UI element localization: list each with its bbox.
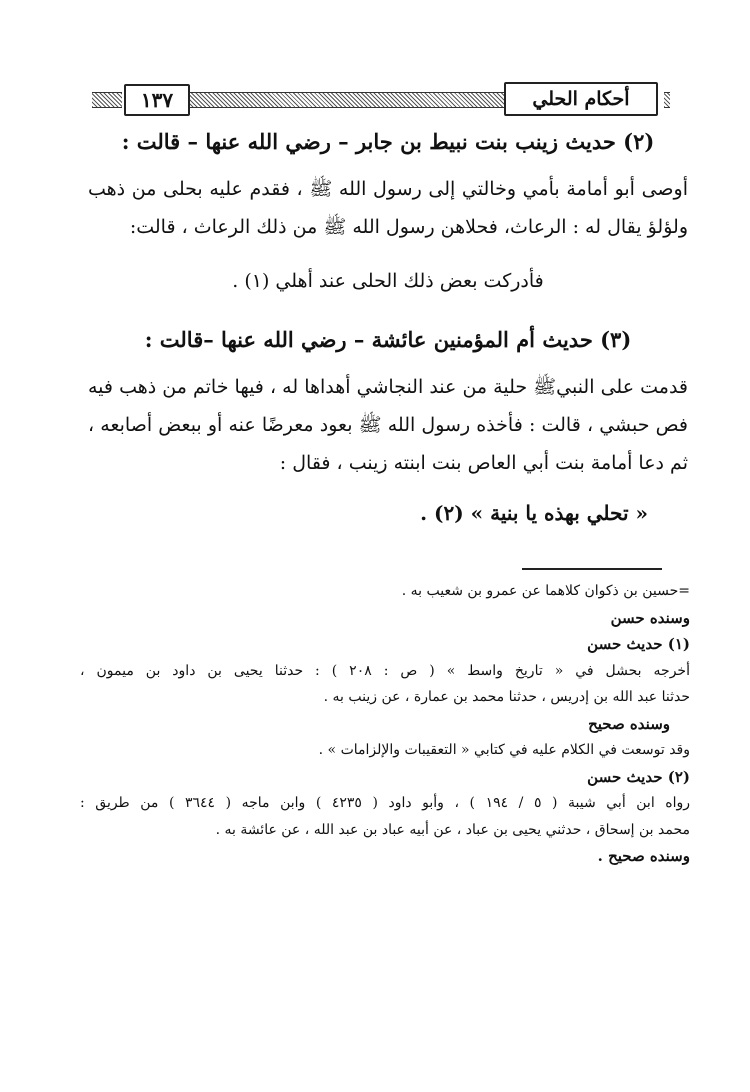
footnote-grade: وسنده حسن: [610, 608, 690, 627]
footnote-heading-1: (١) حديث حسن: [587, 635, 690, 653]
main-text: [88, 122, 688, 545]
section-heading-2: (٢) حديث زينب بنت نبيط بن جابر – رضي الله عنها – قالت :: [121, 129, 655, 154]
footnote-line: =حسين بن ذكوان كلاهما عن عمرو بن شعيب به .: [401, 583, 690, 599]
running-title: أحكام الحلي: [504, 82, 658, 116]
footnote-heading-2: (٢) حديث حسن: [587, 767, 690, 786]
footnote-grade: وسنده صحيح .: [597, 847, 690, 865]
page-number: ١٣٧: [124, 84, 190, 116]
header-ornament-middle: [188, 92, 550, 108]
header-ornament-right: [664, 92, 670, 108]
section-heading-3: (٣) حديث أم المؤمنين عائشة – رضي الله عنها –قالت :: [144, 327, 632, 352]
header-ornament-left: [92, 92, 122, 108]
footnote-divider: [522, 568, 662, 570]
footnote-line: حدثنا عبد الله بن إدريس ، حدثنا محمد بن عمارة ، عن زينب به .: [323, 689, 690, 705]
footnote-line: وقد توسعت في الكلام عليه في كتابي « التعقيبات والإلزامات » .: [318, 742, 690, 758]
footnote-line: أخرجه بحشل في « تاريخ واسط » ( ص : ٢٠٨ ) : حدثنا يحيى بن داود بن ميمون ،: [80, 662, 690, 679]
hadith-2-text: أوصى أبو أمامة بأمي وخالتي إلى رسول الله ﷺ ، فقدم عليه بحلى من ذهب ولؤلؤ يقال له : الرعاث، فحلاهن رسول الله ﷺ من ذلك الرعاث ، قالت:: [88, 178, 688, 238]
hadith-3-text: قدمت على النبيﷺ حلية من عند النجاشي أهداها له ، فيها خاتم من ذهب فيه فص حبشي ، قالت : فأخذه رسول الله ﷺ بعود معرضًا عنه أو ببعض أصابعه ، ثم دعا أمامة بنت أبي العاص بنت ابنته زينب ، فقال :: [88, 376, 688, 474]
running-header: [92, 82, 670, 118]
hadith-2-ending: فأدركت بعض ذلك الحلى عند أهلي (١) .: [232, 270, 544, 292]
footnotes: [80, 578, 690, 870]
footnote-line: محمد بن إسحاق ، حدثني يحيى بن عباد ، عن أبيه عباد بن عبد الله ، عن عائشة به .: [215, 821, 690, 838]
footnote-line: رواه ابن أبي شيبة ( ٥ / ١٩٤ ) ، وأبو داود ( ٤٢٣٥ ) وابن ماجه ( ٣٦٤٤ ) من طريق :: [80, 795, 690, 811]
footnote-grade: وسنده صحيح: [588, 714, 670, 733]
hadith-3-quote: « تحلي بهذه يا بنية » (٢) .: [420, 501, 648, 525]
